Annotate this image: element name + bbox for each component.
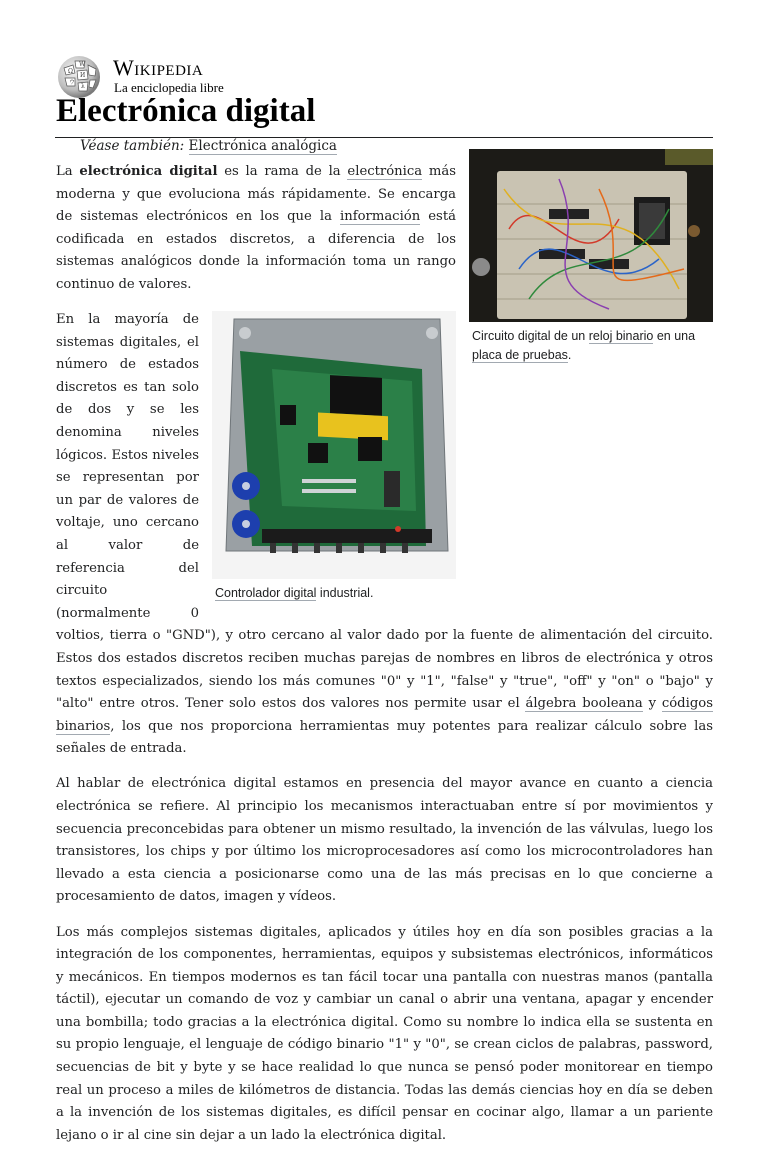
text-run: está codificada en estados discretos, a diferencia de los sistemas analógicos donde la información toma un rango continuo de valores. bbox=[56, 209, 456, 292]
figure-breadboard bbox=[469, 149, 713, 365]
algebra-booleana-link[interactable]: álgebra booleana bbox=[525, 696, 643, 712]
informacion-link[interactable]: información bbox=[339, 209, 421, 225]
codigos-binarios-link[interactable]: códigos binarios bbox=[56, 696, 713, 734]
figure-caption-2 bbox=[212, 579, 456, 603]
breadboard-circuit-photo[interactable] bbox=[469, 149, 713, 322]
caption-text: . bbox=[567, 348, 572, 362]
electronica-link[interactable]: electrónica bbox=[347, 164, 423, 179]
controlador-digital-link[interactable]: Controlador digital bbox=[215, 586, 317, 601]
caption-text: industrial. bbox=[316, 586, 374, 601]
reloj-binario-link[interactable]: reloj binario bbox=[588, 329, 654, 343]
hatnote-label: Véase también: bbox=[80, 138, 185, 154]
svg-text:И: И bbox=[80, 72, 86, 79]
text-run: es la rama de la bbox=[217, 164, 348, 179]
caption-text: en una bbox=[653, 329, 696, 343]
svg-text:ウ: ウ bbox=[69, 79, 76, 86]
page-title: Electrónica digital bbox=[56, 93, 316, 129]
svg-text:Ω: Ω bbox=[68, 68, 73, 75]
figure-caption-1 bbox=[469, 322, 713, 365]
wikipedia-tagline: La enciclopedia libre bbox=[114, 80, 224, 95]
text-run: , los que nos proporciona herramientas muy potentes para realizar cálculo sobre las señales de entrada. bbox=[56, 718, 713, 757]
wikipedia-wordmark[interactable]: Wikipedia bbox=[113, 55, 204, 80]
bold-term: electrónica digital bbox=[79, 164, 218, 179]
text-run: más moderna y que evoluciona más rápidamente. Se encarga de sistemas electrónicos en los que la bbox=[56, 164, 457, 225]
text-run: La bbox=[56, 164, 80, 179]
paragraph-4: Los más complejos sistemas digitales, aplicados y útiles hoy en día son posibles gracias a la integración de los componentes, herramientas, equipos y subsistemas electrónicos, informáticos y mecánicos. En tiempos modernos es tan fácil tocar una pantalla con nuestras manos (pantalla táctil), ejecutar un comando de voz y cambiar un canal o abrir una ventana, apagar y encender una bombilla; todo gracias a la electrónica digital. Como su nombre lo indica ella se sustenta en su propio lenguaje, el lenguaje de código binario "1" y "0", se crean ciclos de palabras, password, secuencias de bit y byte y se hace realidad lo que nunca se pensó poder monitorear en tiempo real un proceso a miles de kilómetros de distancia. Todas las demás ciencias hoy en día se deben a la invención de los sistemas digitales, es difícil pensar en cocinar algo, llamar a un pariente lejano o ir al cine sin dejar a un lado la electrónica digital. bbox=[56, 924, 713, 1143]
svg-text:λ: λ bbox=[81, 83, 85, 90]
paragraph-3: Al hablar de electrónica digital estamos en presencia del mayor avance en cuanto a ciencia electrónica se refiere. Al principio los mecanismos interactuaban entre sí por movimientos y secuencia preconcebidas para obtener un mismo resultado, la invención de las válvulas, luego los transistores, los chips y por último los microprocesadores así como los microcontroladores han llevado a esta ciencia a posicionarse como una de las más precisas en lo que concierne a procesamiento de datos, imagen y vídeos. bbox=[56, 776, 713, 905]
figure-controller bbox=[212, 311, 456, 603]
see-also-link[interactable]: Electrónica analógica bbox=[188, 138, 337, 154]
svg-text:W: W bbox=[79, 61, 86, 68]
article-body bbox=[56, 161, 713, 1160]
caption-text: Circuito digital de un bbox=[472, 329, 589, 343]
text-run: En la mayoría de sistemas digitales, el número de estados discretos es tan solo de dos y se les denomina niveles lógicos. Estos niveles se representan por un par de valores de voltaje, uno cercano al valor de referencia del circuito (normalmente 0 voltios, tierra o "GND"), y otro cercano al valor dado por la fuente de alimentación del circuito. Estos dos estados discretos reciben muchas parejas de nombres en libros de electrónica y otros textos especializados, siendo los más comunes "0" y "1", "false" y "true", "off" y "on" o "bajo" y "alto" entre otros. Tener solo estos dos valores nos permite usar el bbox=[56, 312, 713, 712]
industrial-controller-photo[interactable] bbox=[212, 311, 456, 579]
text-run: y bbox=[642, 696, 662, 712]
hatnote bbox=[80, 138, 337, 154]
placa-de-pruebas-link[interactable]: placa de pruebas bbox=[472, 348, 568, 362]
